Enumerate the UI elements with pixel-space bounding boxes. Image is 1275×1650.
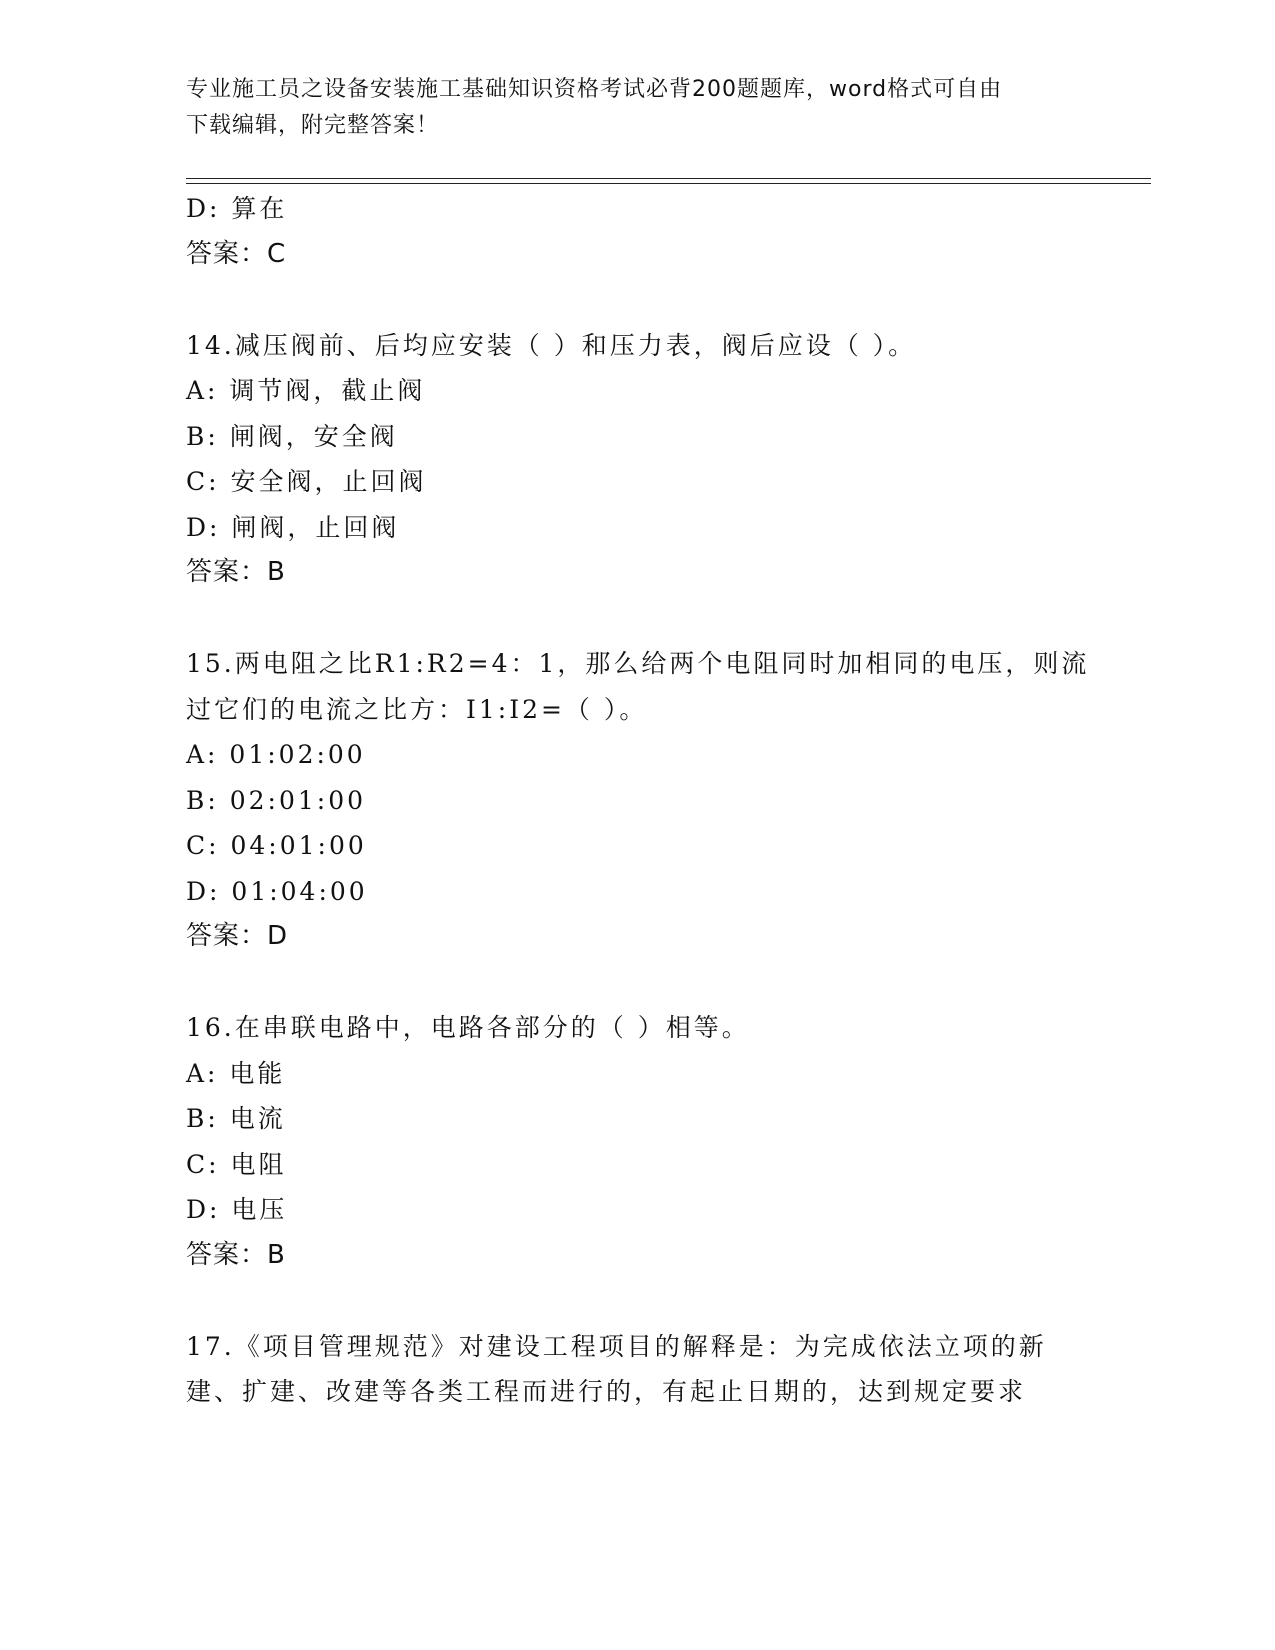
answer: 答案：D xyxy=(186,921,289,951)
question-text: 14.减压阀前、后均应安装（ ）和压力表，阀后应设（ ）。 xyxy=(186,330,917,360)
question-text-line-1: 15.两电阻之比R1:R2=4：1，那么给两个电阻同时加相同的电压，则流 xyxy=(186,649,1090,678)
answer: 答案：B xyxy=(186,1239,286,1270)
option-d: D: 01:04:00 xyxy=(186,876,368,906)
option-d: D: 闸阀，止回阀 xyxy=(186,512,400,542)
header-line-1: 专业施工员之设备安装施工基础知识资格考试必背200题题库，word格式可自由 xyxy=(186,77,1003,102)
question-text-line-1: 17.《项目管理规范》对建设工程项目的解释是：为完成依法立项的新 xyxy=(186,1331,1047,1361)
question-text: 16.在串联电路中，电路各部分的（ ）相等。 xyxy=(186,1013,750,1042)
option-a: A: 电能 xyxy=(186,1058,286,1088)
header-divider-top xyxy=(186,178,1151,179)
spacer xyxy=(186,960,1086,1006)
spacer xyxy=(186,277,1086,323)
option-a: A: 调节阀，截止阀 xyxy=(186,376,426,405)
option-c: C: 04:01:00 xyxy=(186,831,367,860)
question-15 xyxy=(186,641,1090,960)
option-c: C: 电阻 xyxy=(186,1149,287,1179)
option-a: A: 01:02:00 xyxy=(186,740,366,769)
question-16 xyxy=(186,1005,1086,1278)
spacer xyxy=(186,1278,1086,1324)
question-text-line-2: 过它们的电流之比方：I1:I2=（ ）。 xyxy=(186,694,648,724)
document-header xyxy=(186,72,1086,144)
option-b: B: 02:01:00 xyxy=(186,785,367,815)
prev-question-option-d: D: 算在 xyxy=(186,194,288,223)
question-14 xyxy=(186,323,1086,596)
question-17 xyxy=(186,1324,1086,1415)
spacer xyxy=(186,596,1086,642)
header-divider-bottom xyxy=(186,183,1151,184)
document-body xyxy=(186,186,1090,1415)
option-b: B: 电流 xyxy=(186,1104,286,1133)
option-b: B: 闸阀，安全阀 xyxy=(186,421,398,451)
question-text-line-2: 建、扩建、改建等各类工程而进行的，有起止日期的，达到规定要求 xyxy=(186,1377,1027,1406)
header-line-2: 下载编辑，附完整答案！ xyxy=(186,113,440,138)
option-d: D: 电压 xyxy=(186,1195,288,1224)
option-c: C: 安全阀，止回阀 xyxy=(186,467,427,496)
answer: 答案：B xyxy=(186,557,286,587)
prev-question-answer: 答案：C xyxy=(186,238,287,269)
